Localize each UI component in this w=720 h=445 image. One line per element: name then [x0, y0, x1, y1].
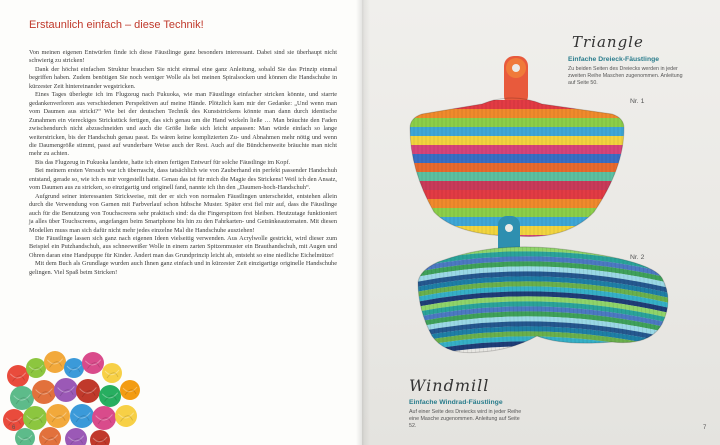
chapter-title: Erstaunlich einfach – diese Technik! — [29, 19, 204, 31]
variant-2-description: Auf einer Seite des Dreiecks wird in jeder Reihe eine Masche zugenommen. Anleitung auf Seite 52. — [409, 409, 522, 429]
yarn-ball — [120, 380, 140, 400]
body-paragraph: Die Fäustlinge lassen sich ganz nach eigenen Ideen vielseitig verwenden. Aus Acrylwolle gestrickt, wird dieser zum Beispiel ein Putzhandschuh, aus schneeweißer Wolle in einem zarten Spitzenmuster ein Brauthandschuh, mit Augen und Ohren daran eine Handpuppe für Kinder. Ändert man das Grundprinzip leicht ab, entsteht so eine niedliche Eichelmütze! — [29, 234, 337, 259]
yarn-ball — [92, 406, 116, 430]
yarn-balls-image — [0, 318, 150, 445]
variant-1-number: Nr. 1 — [630, 98, 645, 105]
yarn-ball — [64, 358, 84, 378]
yarn-ball — [39, 427, 61, 445]
body-paragraph: Mit dem Buch als Grundlage wurden auch Ihnen ganz einfach und in kürzester Zeit einzigartige originelle Handschuhe gelingen. Viel Spaß beim Stricken! — [29, 260, 337, 276]
yarn-ball — [70, 404, 94, 428]
body-paragraph: Eines Tages überlegte ich im Flugzeug nach Fukuoka, wie man Fäustlinge einfacher stricken könnte, und starrte gedankenverloren aus verschiedenen Perspektiven auf meine Hände. Plötzlich kam mir der Gedanke: „Und wenn man vom Daumen aus strickt?“ Wie bei der deutschen Technik des Kunststrickens könnte man dann durch identische Zunahmen ein viereckiges Strickstück fertigen, das sich genau um die Hand wickeln ließe … Man bräuchte den Faden zwischendurch nicht abzuschneiden und auch die Größe ließe sich leicht anpassen: Man würde einfach so lange weiterstricken, bis der Handschuh genau passt. Es wären keine komplizierten Zu- und Abnahmen mehr nötig und wenn die Daumengröße stimmt, passt auf wunderbare Weise auch der Rest. Auch auf die Bündchenweite bräuchte man nicht mehr zu achten. — [29, 91, 337, 158]
mitten-2-windmill — [402, 216, 682, 366]
variant-1-script-name: Triangle — [572, 33, 644, 51]
yarn-ball — [23, 406, 47, 430]
yarn-ball — [10, 386, 34, 410]
variant-1-subtitle: Einfache Dreieck-Fäustlinge — [568, 56, 660, 63]
body-paragraph: Dank der höchst einfachen Struktur brauchen Sie nicht einmal eine ganz Anleitung, sobald Sie das Prinzip einmal begriffen haben. Zudem benötigen Sie noch weniger Wolle als bei meinen Spiralsocken und können die Handschuhe in kürzester Zeit hintereinander wegstricken. — [29, 65, 337, 90]
yarn-ball — [102, 363, 122, 383]
body-paragraph: Bei meinem ersten Versuch war ich überrascht, dass tatsächlich wie von Zauberhand ein perfekt passender Handschuh entstand, gerade so, wie ich es mir vorgestellt hatte. Genau das ist für mich die Magie des Strickens! Weil ich den Ansatz, vom Daumen aus zu stricken, so einzigartig und originell fand, nannte ich ihn den „Daumen-hoch-Handschuh“. — [29, 167, 337, 192]
body-paragraph: Bis das Flugzeug in Fukuoka landete, hatte ich einen fertigen Entwurf für solche Fäustlinge im Kopf. — [35, 158, 291, 166]
body-paragraph: Aufgrund seiner interessanten Strickweise, mit der er sich von normalen Fäustlingen unterscheidet, entstehen allein durch die Verwendung von Garnen mit Farbverlauf schon hübsche Muster. Später erst fiel mir auf, dass die Fäustlinge auch für die Benutzung von Touchscreens sehr praktisch sind: da die Fingerspitzen frei bleiben. Heutzutage funktioniert ja alles über Touchscreens, angefangen beim Smartphone bis hin zu den Fahrkarten- und Getränkeautomaten. Mit diesen Modellen muss man sich dafür nicht mehr jedes einzelne Mal die Handschuhe ausziehen! — [29, 192, 337, 234]
yarn-ball — [46, 404, 70, 428]
body-text — [29, 49, 337, 277]
yarn-ball — [65, 428, 87, 445]
variant-2-subtitle: Einfache Windrad-Fäustlinge — [409, 399, 503, 406]
yarn-ball — [115, 405, 137, 427]
yarn-ball — [44, 351, 66, 373]
body-paragraph: Von meinen eigenen Entwürfen finde ich diese Fäustlinge ganz besonders interessant. Dabei sind sie überhaupt nicht schwierig zu stricken! — [29, 49, 337, 65]
page-number-left: 6 — [12, 425, 16, 431]
page-number-right: 7 — [703, 425, 707, 431]
yarn-ball — [54, 378, 78, 402]
yarn-ball — [76, 379, 100, 403]
yarn-ball — [7, 365, 29, 387]
yarn-ball — [90, 430, 110, 445]
yarn-ball — [99, 385, 121, 407]
yarn-ball — [15, 428, 35, 445]
variant-1-description: Zu beiden Seiten des Dreiecks werden in jeder zweiten Reihe Maschen zugenommen. Anleitung auf Seite 50. — [568, 66, 683, 86]
book-gutter — [356, 0, 370, 445]
variant-2-script-name: Windmill — [409, 376, 490, 395]
yarn-ball — [26, 358, 46, 378]
yarn-ball — [82, 352, 104, 374]
yarn-ball — [32, 380, 56, 404]
variant-2-number: Nr. 2 — [630, 254, 645, 261]
